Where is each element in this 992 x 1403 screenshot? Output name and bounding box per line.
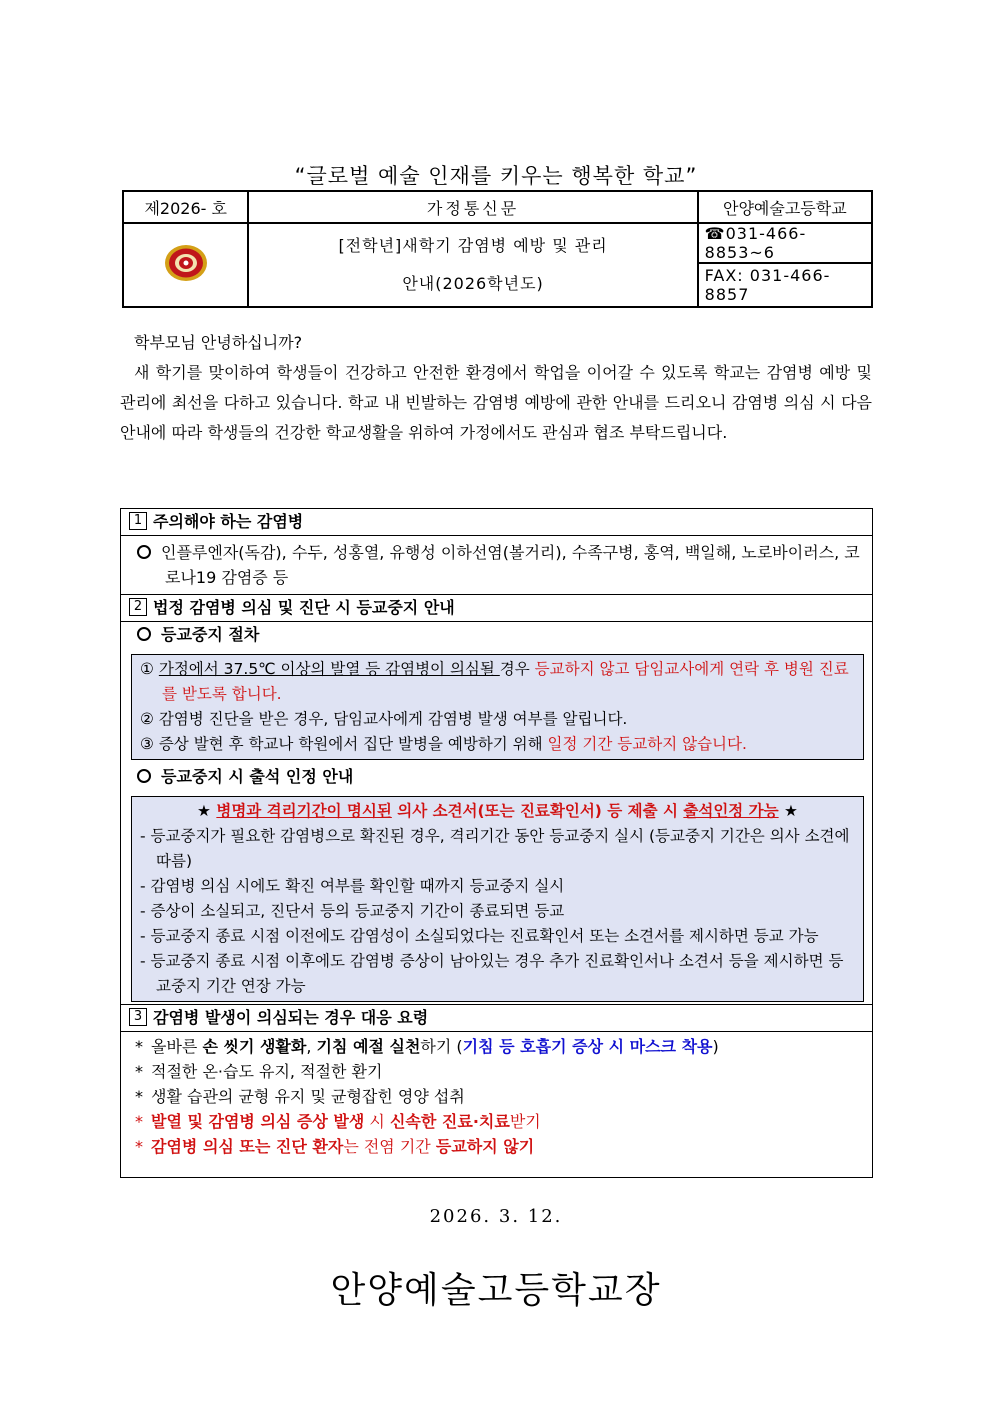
newsletter-header-table	[122, 190, 873, 308]
text-bold: 기침 예절 실천	[316, 1037, 421, 1056]
document-number: 제2026- 호	[123, 191, 248, 223]
section-3-heading: 감염병 발생이 의심되는 경우 대응 요령	[153, 1008, 429, 1027]
procedure-step-1	[140, 657, 855, 707]
school-motto: “글로벌 예술 인재를 키우는 행복한 학교”	[294, 164, 698, 188]
phone-number: ☎031-466-8853~6	[698, 223, 872, 263]
section-1-title	[121, 509, 872, 536]
subsection-attendance-label: 등교중지 시 출석 인정 안내	[161, 767, 354, 786]
response-item-1	[121, 1034, 872, 1059]
section-1-heading: 주의해야 하는 감염병	[153, 512, 304, 531]
star-icon: ★	[197, 802, 211, 820]
section-2-title	[121, 595, 872, 622]
response-item-5	[121, 1134, 872, 1159]
step-1-condition: 가정에서 37.5℃ 이상의 발열 등 감염병이 의심될	[158, 660, 500, 678]
section-1-body	[121, 536, 872, 595]
attendance-item: - 증상이 소실되고, 진단서 등의 등교중지 기간이 종료되면 등교	[140, 902, 565, 920]
subject-cell	[248, 223, 697, 307]
step-3-text: ③ 증상 발현 후 학교나 학원에서 집단 발병을 예방하기 위해	[140, 735, 548, 753]
principal-signature: 안양예술고등학교장	[330, 1270, 662, 1311]
headline-middle: 의사 소견서(또는 진료확인서) 등 제출 시	[391, 802, 684, 820]
text-bold: 등교하지 않기	[435, 1137, 535, 1156]
procedure-step-2: ② 감염병 진단을 받은 경우, 담임교사에게 감염병 발생 여부를 알립니다.	[140, 710, 628, 728]
circle-bullet-icon	[137, 769, 151, 783]
attendance-item: - 등교중지 종료 시점 이전에도 감염성이 소실되었다는 진료확인서 또는 소견서를 제시하면 등교 가능	[140, 927, 819, 945]
text-blue: 기침 등 호흡기 증상 시 마스크 착용	[462, 1037, 713, 1056]
response-item-3	[121, 1084, 872, 1109]
step-number: ①	[140, 660, 154, 678]
subsection-procedure	[121, 622, 872, 648]
text: 는 전염 기간	[343, 1137, 436, 1156]
response-item-4	[121, 1109, 872, 1134]
notice-box	[120, 508, 873, 1178]
school-emblem-icon	[164, 244, 208, 282]
attendance-headline	[140, 799, 855, 824]
fax-number: FAX: 031-466-8857	[698, 263, 872, 307]
text: )	[712, 1037, 719, 1056]
text-bold: 감염병 의심 또는 진단 환자	[151, 1137, 344, 1156]
circle-bullet-icon	[137, 545, 151, 559]
text-bold: 발열 및 감염병 의심 증상 발생	[151, 1112, 365, 1131]
headline-red-part: 병명과 격리기간이 명시된	[216, 802, 392, 820]
attendance-box	[131, 796, 864, 1002]
section-number: 1	[129, 512, 147, 530]
response-item-2	[121, 1059, 872, 1084]
issue-date: 2026. 3. 12.	[429, 1206, 563, 1227]
asterisk-icon: *	[135, 1137, 143, 1156]
headline-result: 출석인정 가능	[683, 802, 779, 820]
section-3-title	[121, 1004, 872, 1032]
intro-paragraph	[120, 328, 872, 448]
subsection-procedure-label: 등교중지 절차	[161, 625, 260, 644]
text-bold: 신속한 진료·치료	[389, 1112, 510, 1131]
step-3-action: 일정 기간 등교하지 않습니다.	[547, 735, 747, 753]
asterisk-icon: *	[135, 1062, 143, 1081]
asterisk-icon: *	[135, 1112, 143, 1131]
attendance-item: - 등교중지 종료 시점 이후에도 감염병 증상이 남아있는 경우 추가 진료확인서나 소견서 등을 제시하면 등교중지 기간 연장 가능	[140, 952, 844, 995]
logo-cell	[123, 223, 248, 307]
text-bold: 손 씻기 생활화	[202, 1037, 307, 1056]
school-name: 안양예술고등학교	[698, 191, 872, 223]
section-2-heading: 법정 감염병 의심 및 진단 시 등교중지 안내	[153, 598, 455, 617]
step-1-action: 등교하지 않고 담임교사에게 연락 후 병원 진료를 받도록 합니다.	[162, 660, 849, 703]
text: ,	[306, 1037, 317, 1056]
text: 받기	[509, 1112, 541, 1131]
text: 시	[364, 1112, 390, 1131]
section-number: 3	[129, 1008, 147, 1026]
text: 적절한 온·습도 유지, 적절한 환기	[151, 1062, 383, 1081]
subject-line-1: [전학년]새학기 감염병 예방 및 관리	[338, 236, 608, 255]
subsection-attendance	[121, 764, 872, 790]
asterisk-icon: *	[135, 1037, 143, 1056]
attendance-item: - 감염병 의심 시에도 확진 여부를 확인할 때까지 등교중지 실시	[140, 877, 565, 895]
subject-line-2: 안내(2026학년도)	[402, 274, 544, 293]
disease-list: 인플루엔자(독감), 수두, 성홍열, 유행성 이하선염(볼거리), 수족구병, 홍역, 백일해, 노로바이러스, 코로나19 감염증 등	[161, 543, 860, 587]
circle-bullet-icon	[137, 627, 151, 641]
intro-body: 새 학기를 맞이하여 학생들이 건강하고 안전한 환경에서 학업을 이어갈 수 있도록 학교는 감염병 예방 및 관리에 최선을 다하고 있습니다. 학교 내 빈발하는 감염병 예방에 관한 안내를 드리오니 감염병 의심 시 다음 안내에 따라 학생들의 건강한 학교생활을 위하여 가정에서도 관심과 협조 부탁드립니다.	[120, 363, 872, 442]
procedure-box	[131, 654, 864, 760]
section-3-body	[121, 1032, 872, 1159]
text: 하기 (	[420, 1037, 463, 1056]
section-number: 2	[129, 598, 147, 616]
attendance-item: - 등교중지가 필요한 감염병으로 확진된 경우, 격리기간 동안 등교중지 실시 (등교중지 기간은 의사 소견에 따름)	[140, 827, 850, 870]
text: 생활 습관의 균형 유지 및 균형잡힌 영양 섭취	[151, 1087, 465, 1106]
greeting: 학부모님 안녕하십니까?	[134, 333, 303, 352]
newsletter-title: 가정통신문	[248, 191, 697, 223]
step-1-case: 경우	[499, 660, 535, 678]
star-icon: ★	[784, 802, 798, 820]
procedure-step-3	[140, 732, 855, 757]
text: 올바른	[151, 1037, 203, 1056]
asterisk-icon: *	[135, 1087, 143, 1106]
